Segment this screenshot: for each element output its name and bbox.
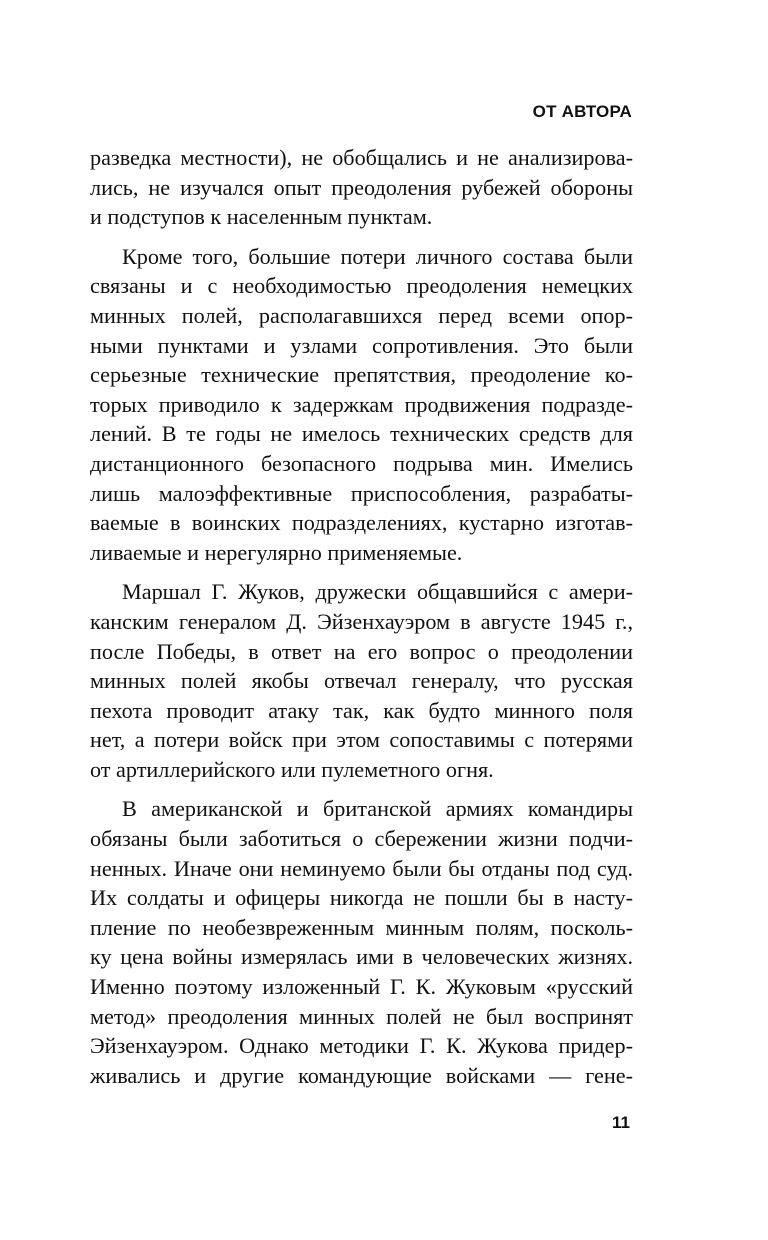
text-line: и подступов к населенным пунктам. (90, 204, 433, 230)
paragraph (90, 143, 633, 232)
text-line: Кроме того, большие потери личного состава были (122, 243, 633, 269)
text-line: минных полей, располагавшихся перед всеми опор- (90, 302, 633, 328)
text-line: обязаны были заботиться о сбережении жизни подчи- (90, 826, 633, 852)
text-line: Маршал Г. Жуков, дружески общавшийся с амери- (122, 579, 633, 605)
text-line: В американской и британской армиях командиры (122, 796, 633, 822)
text-line: лений. В те годы не имелось технических средств для (90, 421, 633, 447)
text-line: разведка местности), не обобщались и не анализирова- (90, 145, 633, 170)
text-line: Их солдаты и офицеры никогда не пошли бы в насту- (90, 885, 633, 911)
paragraph (90, 242, 633, 568)
text-line: Именно поэтому изложенный Г. К. Жуковым «русский (90, 974, 633, 1000)
text-line: ными пунктами и узлами сопротивления. Это были (90, 332, 633, 358)
text-line: Эйзенхауэром. Однако методики Г. К. Жукова придер- (90, 1033, 633, 1059)
text-line: лись, не изучался опыт преодоления рубежей обороны (90, 174, 633, 200)
text-line: ненных. Иначе они неминуемо были бы отданы под суд. (90, 855, 633, 881)
text-line: после Победы, в ответ на его вопрос о преодолении (90, 638, 633, 664)
text-line: лишь малоэффективные приспособления, разрабаты- (90, 480, 633, 506)
body-text (90, 143, 633, 1090)
text-line: серьезные технические препятствия, преодоление ко- (90, 362, 633, 388)
text-line: ку цена войны измерялась ими в человеческих жизнях. (90, 944, 633, 970)
running-head: ОТ АВТОРА (532, 102, 632, 121)
page-number: 11 (612, 1113, 630, 1132)
text-line: нет, а потери войск при этом сопоставимы с потерями (90, 727, 633, 753)
text-line: пление по необезвреженным минным полям, посколь- (90, 914, 633, 940)
text-line: метод» преодоления минных полей не был воспринят (90, 1003, 633, 1029)
text-line: минных полей якобы отвечал генералу, что русская (90, 668, 633, 694)
text-line: канским генералом Д. Эйзенхауэром в августе 1945 г., (90, 608, 633, 634)
text-line: от артиллерийского или пулеметного огня. (90, 756, 494, 782)
text-line: торых приводило к задержкам продвижения подразде- (90, 391, 633, 417)
text-line: пехота проводит атаку так, как будто минного поля (90, 697, 633, 723)
paragraph (90, 577, 633, 784)
text-line: живались и другие командующие войсками — гене- (90, 1062, 633, 1088)
text-line: ливаемые и нерегулярно применяемые. (90, 539, 463, 565)
paragraph-gap (90, 232, 633, 242)
paragraph (90, 794, 633, 1090)
text-line: дистанционного безопасного подрыва мин. Имелись (90, 450, 633, 476)
text-line: ваемые в воинских подразделениях, кустарно изготав- (90, 510, 633, 536)
text-line: связаны и с необходимостью преодоления немецких (90, 273, 633, 299)
paragraph-gap (90, 784, 633, 794)
paragraph-gap (90, 567, 633, 577)
